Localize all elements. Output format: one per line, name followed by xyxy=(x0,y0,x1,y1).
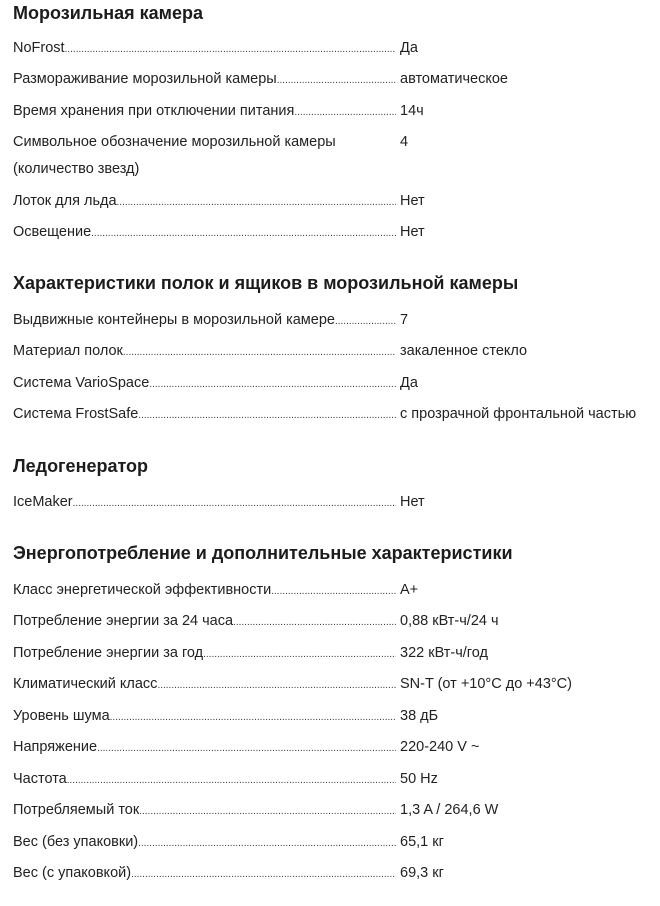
spec-label: Освещение ..... xyxy=(13,222,396,244)
spec-label: Материал полок ..... xyxy=(13,341,396,363)
spec-row xyxy=(13,341,660,361)
spec-value: 7 xyxy=(400,312,409,328)
spec-value: Нет xyxy=(400,193,425,209)
spec-value: закаленное стекло xyxy=(400,343,528,359)
spec-value: автоматическое xyxy=(400,71,508,87)
spec-value: Нет xyxy=(400,224,425,240)
spec-row xyxy=(13,611,660,631)
spec-value: 50 Hz xyxy=(400,771,438,787)
spec-row xyxy=(13,580,660,600)
spec-row xyxy=(13,863,660,883)
spec-label: Потребление энергии за год ..... xyxy=(13,643,396,665)
spec-value: 69,3 кг xyxy=(400,865,444,881)
spec-row xyxy=(13,800,660,820)
spec-row xyxy=(13,706,660,726)
spec-value: A+ xyxy=(400,582,419,598)
spec-row xyxy=(13,373,660,393)
spec-value: 220-240 V ~ xyxy=(400,739,480,755)
spec-value: 65,1 кг xyxy=(400,834,444,850)
spec-label: Напряжение ..... xyxy=(13,737,396,759)
spec-row xyxy=(13,404,660,424)
spec-label: Размораживание морозильной камеры ..... xyxy=(13,69,396,91)
spec-row xyxy=(13,69,660,89)
spec-value: 322 кВт-ч/год xyxy=(400,645,488,661)
spec-label: Потребляемый ток ..... xyxy=(13,800,396,822)
spec-label: Выдвижные контейнеры в морозильной камере ..... xyxy=(13,310,396,332)
spec-label: Потребление энергии за 24 часа ..... xyxy=(13,611,396,633)
spec-label: Вес (без упаковки) ..... xyxy=(13,832,396,854)
section-title-freezer: Морозильная камера xyxy=(13,3,203,23)
section-title-icemaker: Ледогенератор xyxy=(13,456,149,476)
spec-row xyxy=(13,832,660,852)
spec-label: IceMaker ..... xyxy=(13,492,396,514)
spec-label: Частота ..... xyxy=(13,769,396,791)
spec-row xyxy=(13,737,660,757)
spec-label: Класс энергетической эффективности ..... xyxy=(13,580,396,602)
spec-row xyxy=(13,222,660,242)
spec-value: Да xyxy=(400,40,418,56)
spec-value: SN-T (от +10°C до +43°C) xyxy=(400,676,572,692)
spec-value: Нет xyxy=(400,494,425,510)
spec-value: 1,3 A / 264,6 W xyxy=(400,802,499,818)
spec-row xyxy=(13,769,660,789)
spec-label: Система VarioSpace ..... xyxy=(13,373,396,395)
spec-row xyxy=(13,492,660,512)
spec-row xyxy=(13,191,660,211)
section-title-energy: Энергопотребление и дополнительные характеристики xyxy=(13,543,513,563)
spec-label: Символьное обозначение морозильной камеры (количество звезд) xyxy=(13,134,336,177)
section-title-freezer-shelves: Характеристики полок и ящиков в морозильной камеры xyxy=(13,273,519,293)
spec-row xyxy=(13,38,660,58)
spec-label: Лоток для льда ..... xyxy=(13,191,396,213)
spec-label: Система FrostSafe ..... xyxy=(13,404,396,426)
spec-row xyxy=(13,129,660,181)
spec-label: NoFrost ..... xyxy=(13,38,396,60)
spec-label: Климатический класс ..... xyxy=(13,674,396,696)
spec-value: 38 дБ xyxy=(400,708,439,724)
spec-value: Да xyxy=(400,375,418,391)
spec-value: 0,88 кВт-ч/24 ч xyxy=(400,613,499,629)
spec-row xyxy=(13,674,660,694)
spec-value: 4 xyxy=(400,134,409,150)
spec-label: Вес (с упаковкой) ..... xyxy=(13,863,396,885)
spec-row xyxy=(13,101,660,121)
spec-label: Уровень шума ..... xyxy=(13,706,396,728)
spec-row xyxy=(13,643,660,663)
spec-value: 14ч xyxy=(400,103,424,119)
spec-label: Время хранения при отключении питания ..... xyxy=(13,101,396,123)
spec-row xyxy=(13,310,660,330)
spec-value: с прозрачной фронтальной частью xyxy=(400,406,637,422)
